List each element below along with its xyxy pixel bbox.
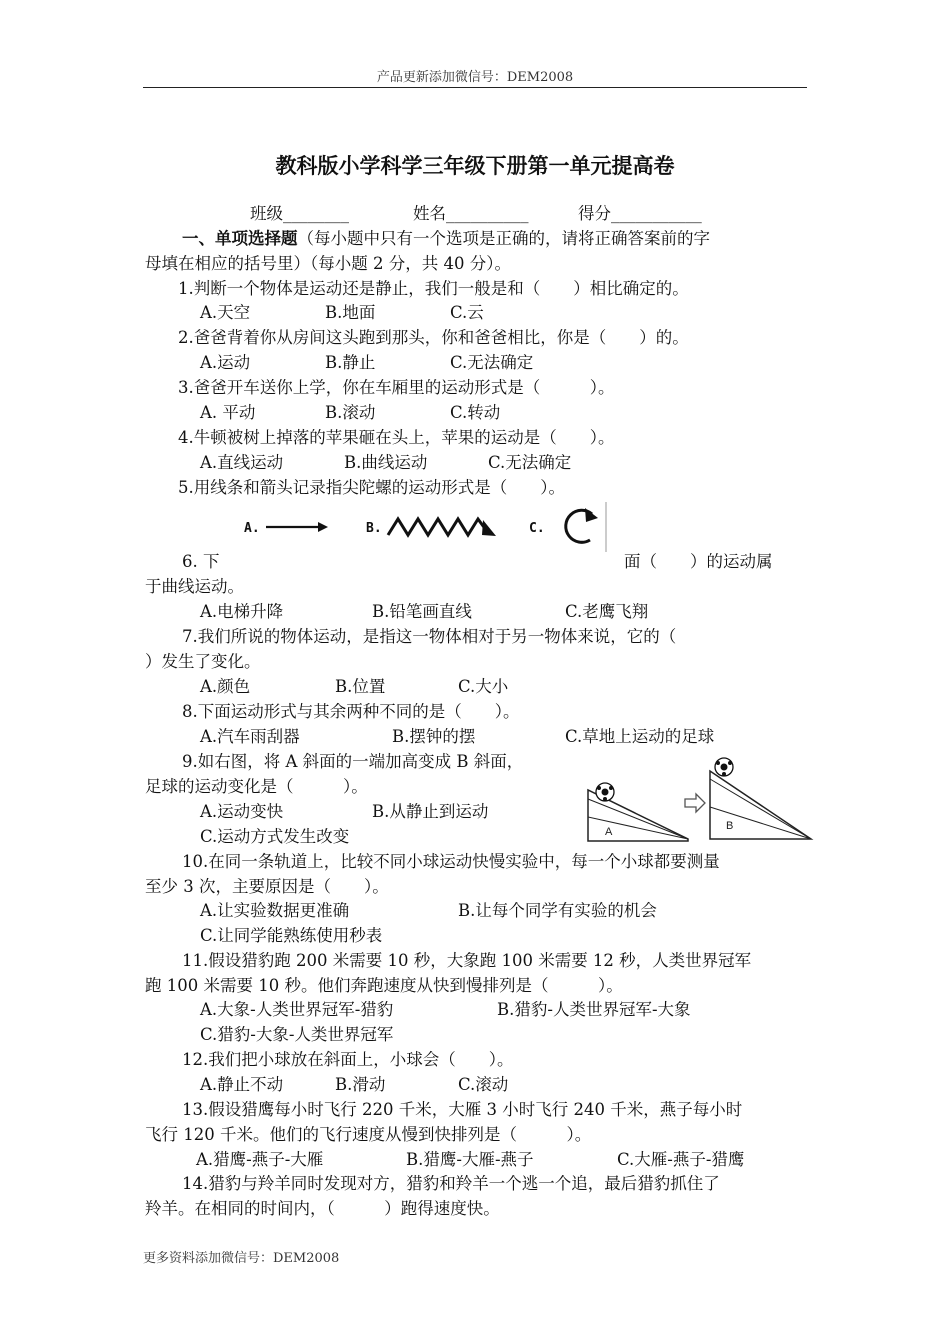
page-header: 产品更新添加微信号：DEM2008 — [376, 70, 574, 85]
right-arrow-icon — [685, 794, 705, 812]
section-1-instr-line2: 母填在相应的括号里）（每小题 2 分，共 40 分）。 — [145, 254, 511, 273]
q8-option-a: A.汽车雨刮器 — [200, 727, 300, 746]
q7-stem-line2: ）发生了变化。 — [145, 652, 261, 671]
q1-option-c: C.云 — [450, 303, 484, 322]
q2-option-a: A.运动 — [200, 353, 251, 372]
q4-option-b: B.曲线运动 — [344, 453, 428, 472]
q12-option-a: A.静止不动 — [200, 1075, 284, 1094]
soccer-ball-icon — [596, 783, 614, 801]
q3-option-b: B.滚动 — [325, 403, 376, 422]
q10-option-b: B.让每个同学有实验的机会 — [458, 901, 657, 920]
q5-fig-label-a: A. — [244, 521, 260, 536]
q11-option-b: B.猎豹-人类世界冠军-大象 — [497, 1000, 691, 1019]
q1-option-b: B.地面 — [325, 303, 376, 322]
q7-option-a: A.颜色 — [200, 677, 251, 696]
ramp-b-label: B — [726, 820, 734, 832]
class-field: 班级________ — [250, 204, 349, 223]
q4-stem: 4.牛顿被树上掉落的苹果砸在头上，苹果的运动是（ ）。 — [178, 428, 615, 447]
q9-stem-line1: 9.如右图，将 A 斜面的一端加高变成 B 斜面， — [182, 752, 524, 771]
q6-stem-start: 6. 下 — [182, 552, 220, 571]
q7-option-b: B.位置 — [335, 677, 386, 696]
q3-option-a: A. 平动 — [200, 403, 256, 422]
q10-option-c: C.让同学能熟练使用秒表 — [200, 926, 383, 945]
q12-stem: 12.我们把小球放在斜面上，小球会（ ）。 — [182, 1050, 514, 1069]
q12-option-b: B.滑动 — [335, 1075, 386, 1094]
q11-option-c: C.猎豹-大象-人类世界冠军 — [200, 1025, 394, 1044]
q6-stem-end: 面（ ）的运动属 — [624, 552, 773, 571]
soccer-ball-icon — [715, 758, 733, 776]
q3-option-c: C.转动 — [450, 403, 501, 422]
section-1-instr-line1: （每小题中只有一个选项是正确的，请将正确答案前的字 — [297, 229, 710, 248]
q6-option-c: C.老鹰飞翔 — [565, 602, 649, 621]
q4-option-a: A.直线运动 — [200, 453, 284, 472]
q8-stem: 8.下面运动形式与其余两种不同的是（ ）。 — [182, 702, 520, 721]
section-1-instructions — [182, 228, 710, 250]
q14-stem-line1: 14.猎豹与羚羊同时发现对方，猎豹和羚羊一个逃一个追，最后猎豹抓住了 — [182, 1174, 720, 1193]
q11-stem-line1: 11.假设猎豹跑 200 米需要 10 秒，大象跑 100 米需要 12 秒，人类世界冠军 — [182, 951, 752, 970]
q8-option-c: C.草地上运动的足球 — [565, 727, 715, 746]
ramp-b — [710, 758, 811, 839]
q9-option-b: B.从静止到运动 — [372, 802, 489, 821]
name-field: 姓名__________ — [413, 204, 529, 223]
circular-arrow-icon — [566, 508, 598, 542]
q5-fig-label-b: B. — [366, 521, 382, 536]
q6-option-b: B.铅笔画直线 — [372, 602, 472, 621]
q13-option-a: A.猎鹰-燕子-大雁 — [196, 1150, 324, 1169]
q6-stem-line2: 于曲线运动。 — [145, 577, 244, 596]
q13-stem-line1: 13.假设猎鹰每小时飞行 220 千米，大雁 3 小时飞行 240 千米，燕子每小时 — [182, 1100, 743, 1119]
q13-option-b: B.猎鹰-大雁-燕子 — [406, 1150, 534, 1169]
section-1-heading: 一、单项选择题 — [182, 229, 298, 248]
q9-stem-line2: 足球的运动变化是（ ）。 — [145, 777, 368, 796]
q10-stem-line1: 10.在同一条轨道上，比较不同小球运动快慢实验中，每一个小球都要测量 — [182, 852, 720, 871]
q13-stem-line2: 飞行 120 千米。他们的飞行速度从慢到快排列是（ ）。 — [145, 1125, 592, 1144]
page-footer: 更多资料添加微信号：DEM2008 — [143, 1251, 340, 1266]
q13-option-c: C.大雁-燕子-猎鹰 — [617, 1150, 745, 1169]
q7-option-c: C.大小 — [458, 677, 509, 696]
q9-option-a: A.运动变快 — [200, 802, 284, 821]
ramp-a-label: A — [605, 826, 613, 838]
q11-option-a: A.大象-人类世界冠军-猎豹 — [200, 1000, 394, 1019]
q7-stem-line1: 7.我们所说的物体运动，是指这一物体相对于另一物体来说，它的（ — [182, 627, 677, 646]
q9-option-c: C.运动方式发生改变 — [200, 827, 350, 846]
q2-stem: 2.爸爸背着你从房间这头跑到那头，你和爸爸相比，你是（ ）的。 — [178, 328, 689, 347]
zigzag-arrow-icon — [388, 519, 496, 536]
ramp-a — [588, 783, 688, 841]
score-field: 得分___________ — [578, 204, 702, 223]
q3-stem: 3.爸爸开车送你上学，你在车厢里的运动形式是（ ）。 — [178, 378, 615, 397]
q11-stem-line2: 跑 100 米需要 10 秒。他们奔跑速度从快到慢排列是（ ）。 — [145, 976, 623, 995]
q5-fig-label-c: C. — [529, 521, 545, 536]
q14-stem-line2: 羚羊。在相同的时间内，（ ）跑得速度快。 — [145, 1199, 500, 1218]
header-divider — [143, 87, 807, 88]
page-title: 教科版小学科学三年级下册第一单元提高卷 — [275, 154, 675, 178]
q8-option-b: B.摆钟的摆 — [392, 727, 476, 746]
q9-figure — [585, 755, 815, 845]
q2-option-b: B.静止 — [325, 353, 376, 372]
q1-option-a: A.天空 — [200, 303, 251, 322]
q2-option-c: C.无法确定 — [450, 353, 534, 372]
q10-option-a: A.让实验数据更准确 — [200, 901, 350, 920]
q12-option-c: C.滚动 — [458, 1075, 509, 1094]
q6-option-a: A.电梯升降 — [200, 602, 284, 621]
q1-stem: 1.判断一个物体是运动还是静止，我们一般是和（ ）相比确定的。 — [178, 279, 689, 298]
q10-stem-line2: 至少 3 次，主要原因是（ ）。 — [145, 877, 389, 896]
q4-option-c: C.无法确定 — [488, 453, 572, 472]
q5-figure — [238, 500, 613, 556]
q5-stem: 5.用线条和箭头记录指尖陀螺的运动形式是（ ）。 — [178, 478, 565, 497]
straight-arrow-icon — [266, 522, 328, 532]
